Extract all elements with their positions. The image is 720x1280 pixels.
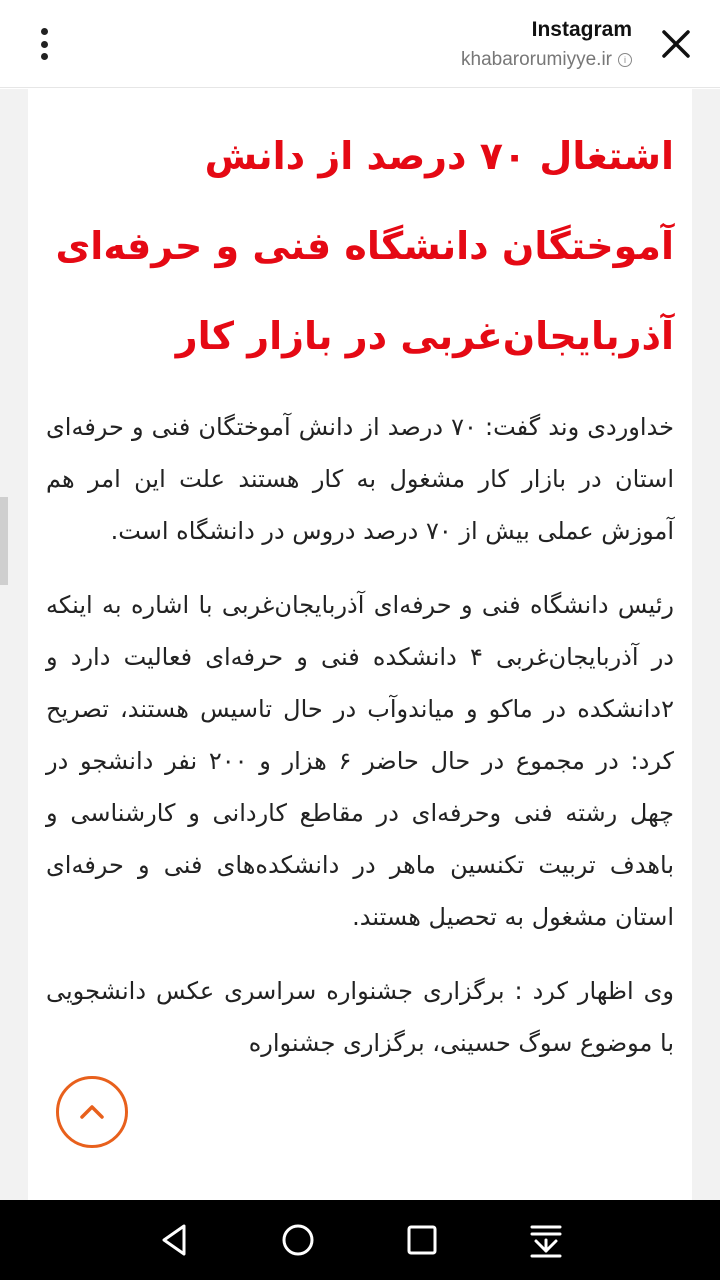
notifications-pulldown-icon[interactable] [524,1218,568,1262]
recents-icon[interactable] [400,1218,444,1262]
article [28,89,692,1200]
page-url: khabarorumiyye.ir [461,49,612,70]
menu-dot [41,28,48,35]
chevron-up-icon [77,1102,107,1122]
close-icon[interactable] [658,26,694,62]
article-paragraph: خداوردی وند گفت: ۷۰ درصد از دانش آموختگان فنی و حرفه‌ای استان در بازار کار مشغول به کار هستند علت این امر هم آموزش عملی بیش از ۷۰ درصد دروس در دانشگاه است. [46,413,675,545]
menu-dot [41,41,48,48]
more-vert-icon[interactable] [30,24,58,64]
article-paragraph: وی اظهار کرد : برگزاری جشنواره سراسری عکس دانشجویی با موضوع سوگ حسینی، برگزاری جشنواره [46,977,674,1057]
url-row[interactable] [461,46,632,74]
home-icon[interactable] [276,1218,320,1262]
browser-top-bar [0,0,720,88]
info-icon[interactable]: i [618,53,632,67]
article-paragraph: رئیس دانشگاه فنی و حرفه‌ای آذربایجان‌غربی با اشاره به اینکه در آذربایجان‌غربی ۴ دانشکده فنی و حرفه‌ای فعالیت دارد و ۲دانشکده در ماکو و میاندوآب در حال تاسیس هستند، تصریح کرد: در مجموع در حال حاضر ۶ هزار و ۲۰۰ نفر دانشجو در چهل رشته فنی وحرفه‌ای در مقاطع کاردانی و کارشناسی و باهدف تربیت تکنسین ماهر در دانشکده‌های فنی و حرفه‌ای استان مشغول به تحصیل هستند. [46,591,674,931]
page-content[interactable] [0,89,720,1200]
article-headline: اشتغال ۷۰ درصد از دانش آموختگان دانشگاه فنی و حرفه‌ای آذربایجان‌غربی در بازار کار [55,134,674,358]
app-title: Instagram [531,18,632,41]
back-icon[interactable] [152,1218,196,1262]
system-navigation-bar [0,1200,720,1280]
scroll-indicator [0,497,8,585]
title-block [461,16,632,74]
scroll-to-top-button[interactable] [56,1076,128,1148]
menu-dot [41,53,48,60]
